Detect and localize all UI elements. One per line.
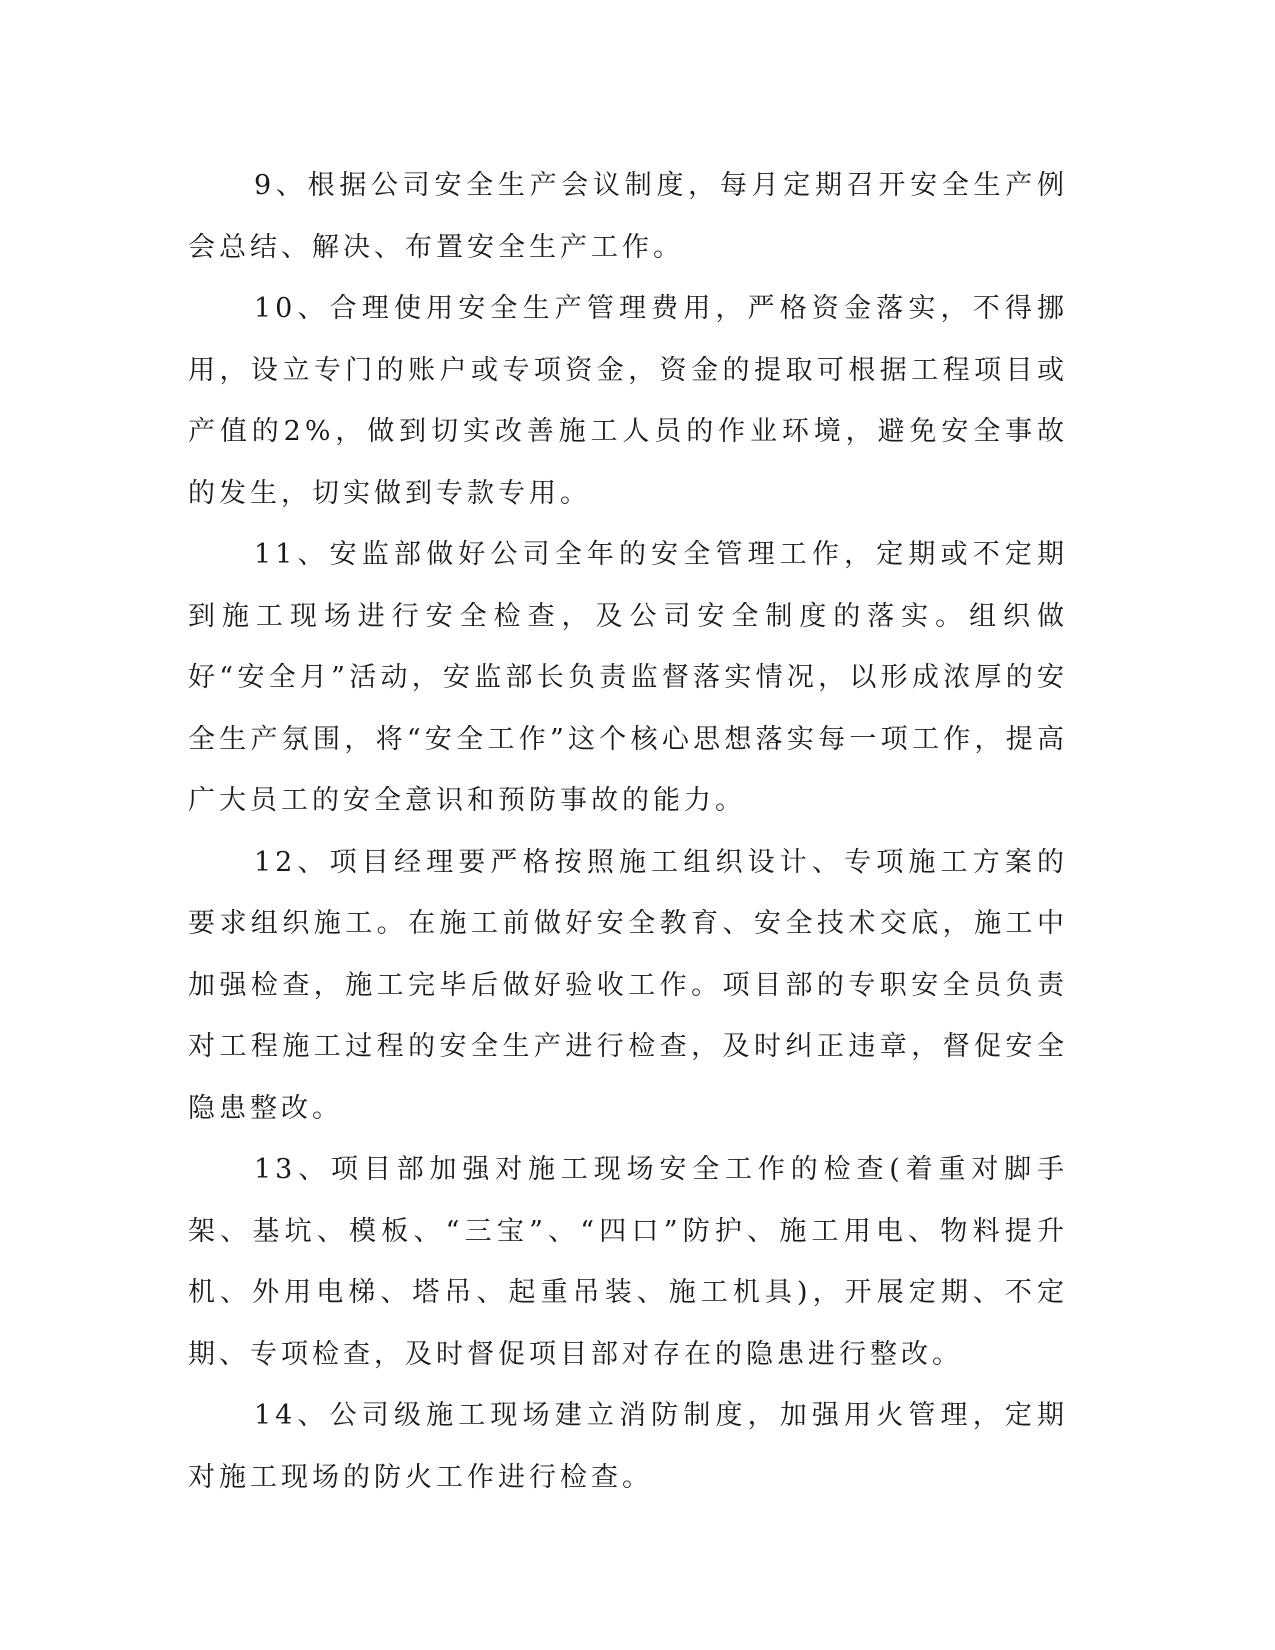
paragraph-item-9: 9、根据公司安全生产会议制度，每月定期召开安全生产例会总结、解决、布置安全生产工作。 — [188, 170, 1068, 263]
paragraph-item-14: 14、公司级施工现场建立消防制度，加强用火管理，定期对施工现场的防火工作进行检查。 — [188, 1400, 1068, 1493]
document-body — [188, 155, 1068, 1508]
paragraph-item-11: 11、安监部做好公司全年的安全管理工作，定期或不定期到施工现场进行安全检查，及公司安全制度的落实。组织做好“安全月”活动，安监部长负责监督落实情况，以形成浓厚的安全生产氛围，将“安全工作”这个核心思想落实每一项工作，提高广大员工的安全意识和预防事故的能力。 — [188, 539, 1068, 816]
paragraph-item-12: 12、项目经理要严格按照施工组织设计、专项施工方案的要求组织施工。在施工前做好安全教育、安全技术交底，施工中加强检查，施工完毕后做好验收工作。项目部的专职安全员负责对工程施工过程的安全生产进行检查，及时纠正违章，督促安全隐患整改。 — [188, 846, 1068, 1124]
paragraph-item-13: 13、项目部加强对施工现场安全工作的检查(着重对脚手架、基坑、模板、“三宝”、“四口”防护、施工用电、物料提升机、外用电梯、塔吊、起重吊装、施工机具)，开展定期、不定期、专项检查，及时督促项目部对存在的隐患进行整改。 — [188, 1154, 1068, 1370]
paragraph-item-10: 10、合理使用安全生产管理费用，严格资金落实，不得挪用，设立专门的账户或专项资金，资金的提取可根据工程项目或产值的2%，做到切实改善施工人员的作业环境，避免安全事故的发生，切实做到专款专用。 — [188, 293, 1068, 509]
